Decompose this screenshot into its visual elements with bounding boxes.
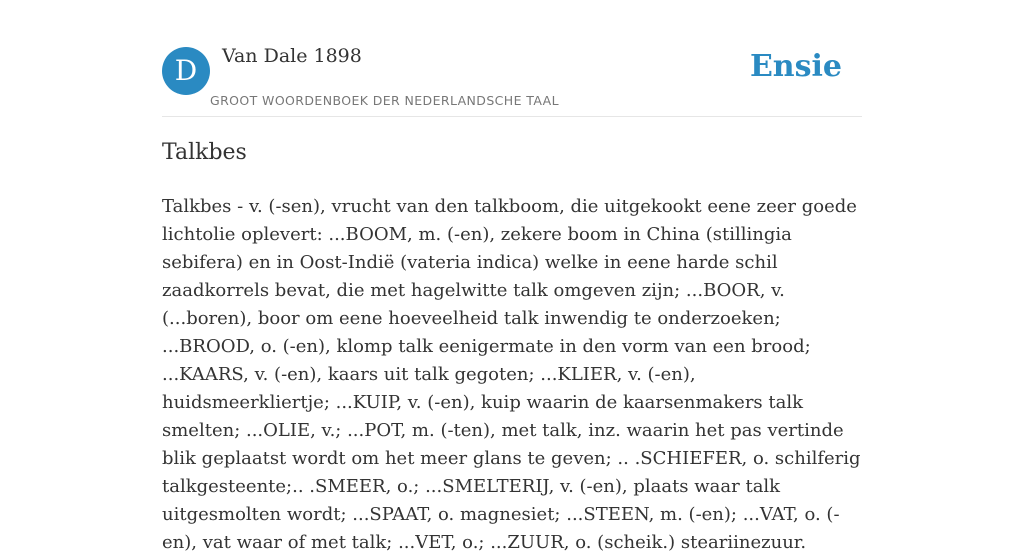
entry-definition: Talkbes - v. (-sen), vrucht van den talkboom, die uitgekookt eene zeer goede lichtolie oplevert: ...BOOM, m. (-en), zekere boom in China (stillingia sebifera) en in Oost-Indië (vateria indica) welke in eene harde schil zaadkorrels bevat, die met hagelwitte talk omgeven zijn; ...BOOR, v. (...boren), boor om eene hoeveelheid talk inwendig te onderzoeken; ...BROOD, o. (-en), klomp talk eenigermate in den vorm van een brood; ...KAARS, v. (-en), kaars uit talk gegoten; ...KLIER, v. (-en), huidsmeerkliertje; ...KUIP, v. (-en), kuip waarin de kaarsenmakers talk smelten; ...OLIE, v.; ...POT, m. (-ten), met talk, inz. waarin het pas vertinde blik geplaatst wordt om het meer glans te geven; .. .SCHIEFER, o. schilferig talkgesteente;.. .SMEER, o.; ...SMELTERIJ, v. (-en), plaats waar talk uitgesmolten wordt; ...SPAAT, o. magnesiet; ...STEEN, m. (-en); ...VAT, o. (-en), vat waar of met talk; ...VET, o.; ...ZUUR, o. (scheik.) steariinezuur. [162,196,861,553]
dictionary-logo-icon[interactable]: D [162,47,210,95]
brand-logo[interactable]: Ensie [749,49,842,84]
dictionary-name[interactable]: Van Dale 1898 [222,45,362,67]
page-container [162,0,862,553]
dictionary-subtitle: GROOT WOORDENBOEK DER NEDERLANDSCHE TAAL [210,93,559,108]
dictionary-header [162,0,862,117]
entry-headword: Talkbes [162,140,247,165]
